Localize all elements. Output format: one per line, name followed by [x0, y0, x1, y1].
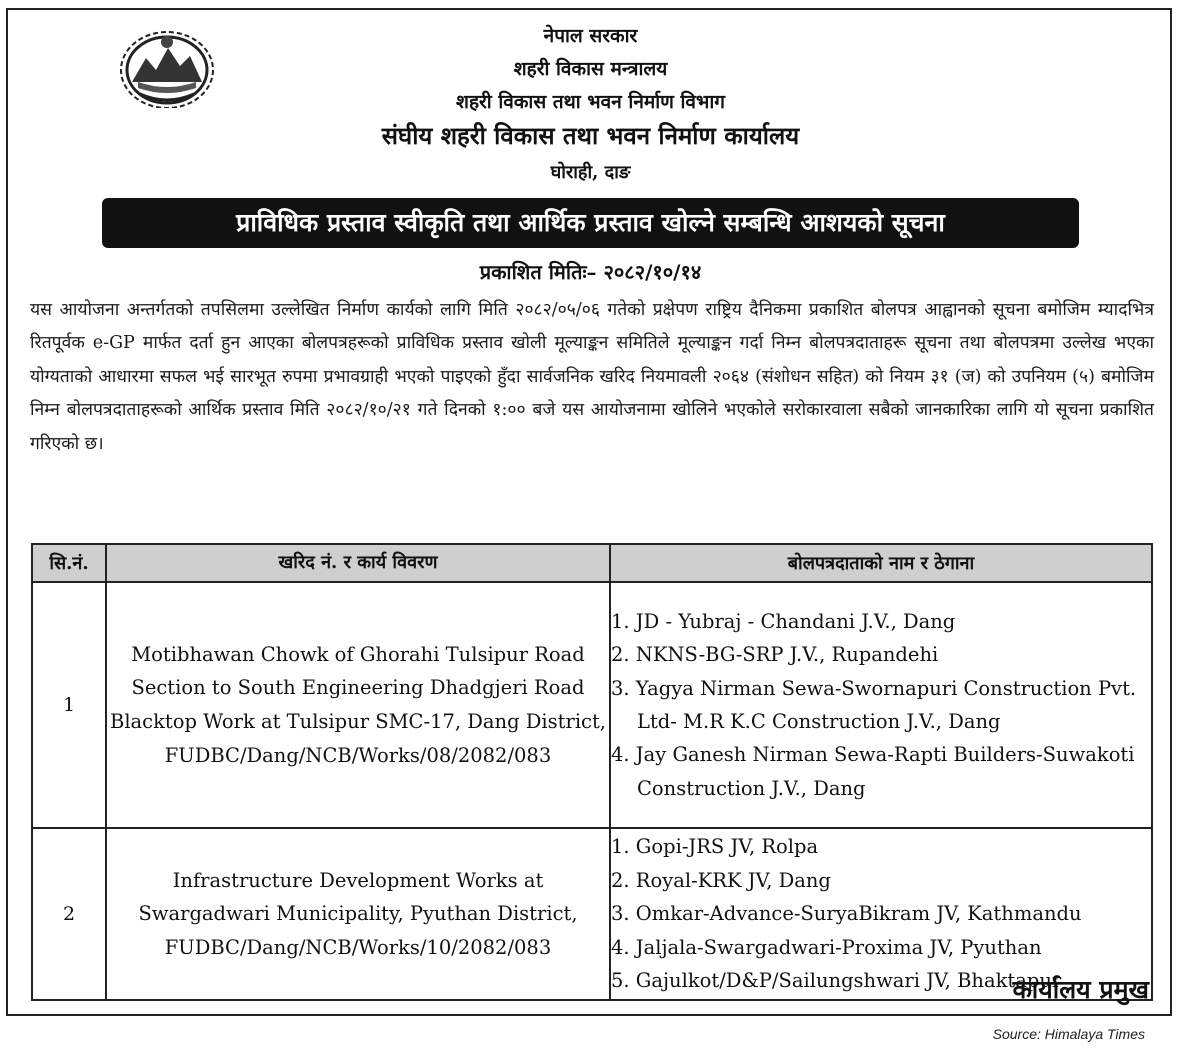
ministry-name: शहरी विकास मन्त्रालय — [513, 58, 668, 80]
table-row — [32, 828, 1152, 1000]
bidder-item: 2. Royal-KRK JV, Dang — [611, 868, 831, 892]
signatory-title: कार्यालय प्रमुख — [1012, 975, 1149, 1004]
bidder-item: 3. Omkar-Advance-SuryaBikram JV, Kathmandu — [611, 902, 1082, 926]
department-name: शहरी विकास तथा भवन निर्माण विभाग — [456, 91, 725, 113]
bidder-item: 1. Gopi-JRS JV, Rolpa — [611, 835, 819, 859]
bidder-item: 2. NKNS-BG-SRP J.V., Rupandehi — [611, 643, 939, 667]
bid-table — [31, 543, 1153, 1001]
header-serial: सि.नं. — [32, 544, 106, 582]
office-name: संघीय शहरी विकास तथा भवन निर्माण कार्यालय — [381, 121, 800, 150]
work-description: Motibhawan Chowk of Ghorahi Tulsipur Road Section to South Engineering Dhadgjeri Road Blacktop Work at Tulsipur SMC-17, Dang District, FUDBC/Dang/NCB/Works/08/2082/083 — [106, 582, 610, 828]
notice-title: प्राविधिक प्रस्ताव स्वीकृति तथा आर्थिक प्रस्ताव खोल्ने सम्बन्धि आशयको सूचना — [102, 198, 1079, 248]
header-description: खरिद नं. र कार्य विवरण — [106, 544, 610, 582]
work-description: Infrastructure Development Works at Swargadwari Municipality, Pyuthan District, FUDBC/Dang/NCB/Works/10/2082/083 — [106, 828, 610, 1000]
header-bidders: बोलपत्रदाताको नाम र ठेगाना — [610, 544, 1152, 582]
serial-number: 2 — [32, 828, 106, 1000]
bidder-list — [610, 582, 1152, 828]
table-header-row — [32, 544, 1152, 582]
bidder-item: 3. Yagya Nirman Sewa-Swornapuri Construction Pvt. Ltd- M.R K.C Construction J.V., Dang — [611, 676, 1137, 733]
bidder-item: 5. Gajulkot/D&P/Sailungshwari JV, Bhaktapur — [611, 969, 1062, 993]
office-location: घोराही, दाङ — [550, 162, 631, 183]
source-credit: Source: Himalaya Times — [992, 1026, 1145, 1042]
table-row — [32, 582, 1152, 828]
published-date: प्रकाशित मितिः– २०८२/१०/१४ — [479, 260, 702, 284]
bidder-item: 4. Jay Ganesh Nirman Sewa-Rapti Builders-Suwakoti Construction J.V., Dang — [611, 743, 1135, 800]
bidder-item: 4. Jaljala-Swargadwari-Proxima JV, Pyuthan — [611, 935, 1042, 959]
bidder-item: 1. JD - Yubraj - Chandani J.V., Dang — [611, 609, 956, 633]
notice-body: यस आयोजना अन्तर्गतको तपसिलमा उल्लेखित निर्माण कार्यको लागि मिति २०८२/०५/०६ गतेको प्रक्षेपण राष्ट्रिय दैनिकमा प्रकाशित बोलपत्र आह्वानको सूचना बमोजिम म्यादभित्र रितपूर्वक e-GP मार्फत दर्ता हुन आएका बोलपत्रहरूको प्राविधिक प्रस्ताव खोली मूल्याङ्कन समितिले मूल्याङ्कन गर्दा निम्न बोलपत्रदाताहरू सूचना तथा बोलपत्रमा उल्लेख भएका योग्यताको आधारमा सफल भई सारभूत रुपमा प्रभावग्राही भएको पाइएको हुँदा सार्वजनिक खरिद नियमावली २०६४ (संशोधन सहित) को नियम ३१ (ज) को उपनियम (५) बमोजिम निम्न बोलपत्रदाताहरूको आर्थिक प्रस्ताव मिति २०८२/१०/२१ गते दिनको १:०० बजे यस आयोजनामा खोलिने भएकोले सरोकारवाला सबैको जानकारिका लागि यो सूचना प्रकाशित गरिएको छ। — [30, 300, 1154, 454]
serial-number: 1 — [32, 582, 106, 828]
government-name: नेपाल सरकार — [543, 25, 638, 47]
